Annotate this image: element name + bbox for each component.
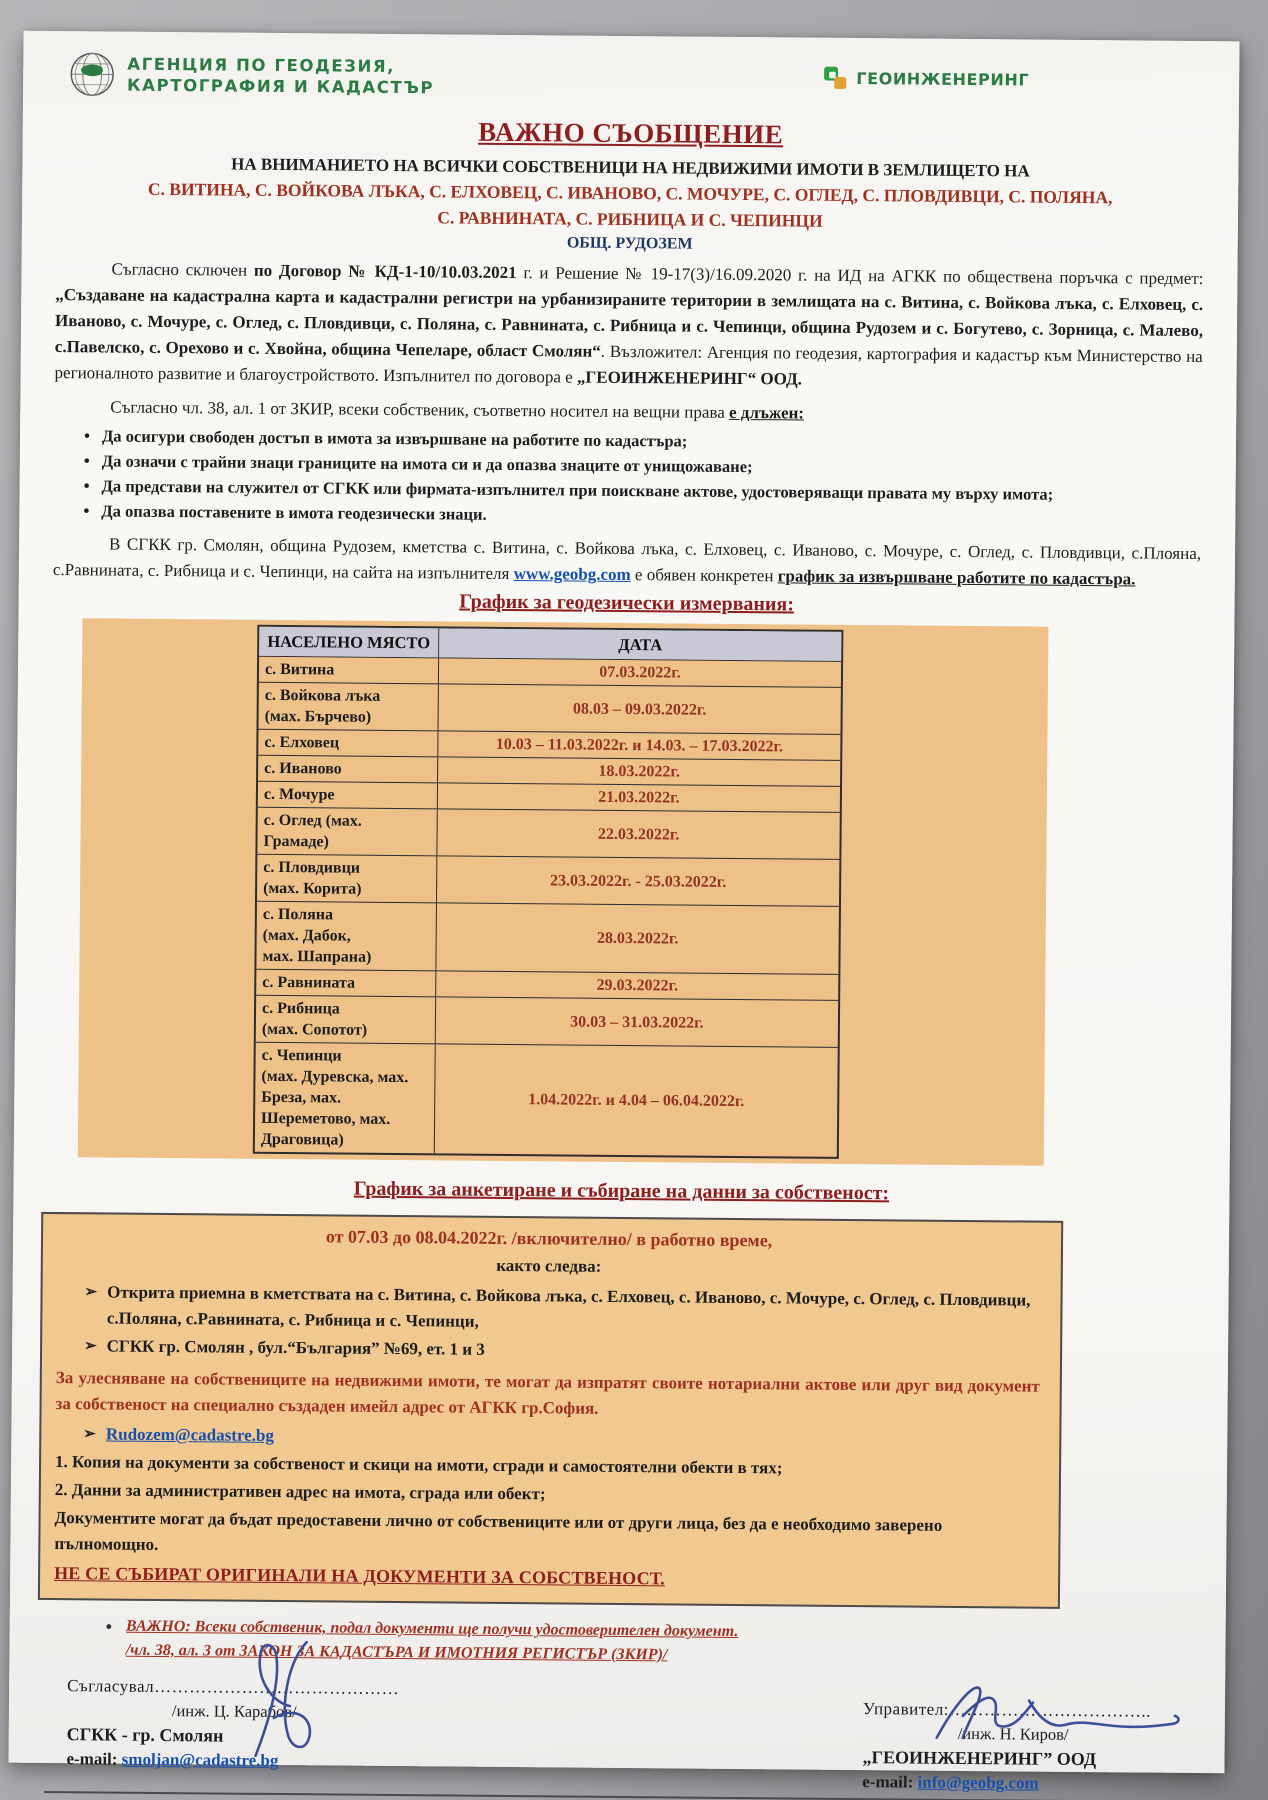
obligation-item-text: Да означи с трайни знаци границите на имота си и да опазва знаците от унищожаване; <box>101 451 753 477</box>
schedule-table-header-cell: ДАТА <box>439 628 841 661</box>
data-collection-box <box>38 1212 1063 1609</box>
schedule-table-row <box>258 683 840 735</box>
schedule-table-row <box>256 996 838 1048</box>
bullet-icon: • <box>83 501 90 521</box>
manager-signer: /инж. Н. Киров/ <box>957 1723 1069 1744</box>
text-segment: „Създаване на кадастрална карта и кадастрални регистри на урбанизираните територии в землищата на с. Витина, с. Войкова лъка, с. Елховец, с. Иваново, с. Мочуре, с. Оглед, с. Пловдивци, с. Поляна, с. Равнината, с. Рибница и с. Чепинци, община Рудозем и с. Богутево, с. Зорница, с. Малево, с.Павелско, с. Орехово и с. Хвойна, община Чепеларе, област Смолян“ <box>54 285 1204 361</box>
company-logo <box>823 66 1029 92</box>
collection-locations-list <box>84 1279 1041 1367</box>
closing-paragraph <box>53 531 1201 593</box>
collection-location-item-text: СГКК гр. Смолян , бул.“България” №69, ет. 1 и 3 <box>106 1336 485 1359</box>
sgkk-organization: СГКК - гр. Смолян <box>66 1724 224 1746</box>
follows-line: както следва: <box>496 1255 602 1276</box>
date-cell: 07.03.2022г. <box>599 663 681 682</box>
geobg-website-link[interactable]: www.geobg.com <box>513 564 631 585</box>
footer-note-line2: /чл. 38, ал. 3 от ЗАКОН ЗА КАДАСТЪРА И ИМОТНИЯ РЕГИСТЪР (ЗКИР)/ <box>125 1641 668 1664</box>
date-cell: 29.03.2022г. <box>596 976 679 995</box>
delivery-note: Документите могат да бъдат предоставени лично от собствениците или от други лица, без да е необходимо заверено пълномощно. <box>54 1508 943 1554</box>
data-collection-heading: График за анкетиране и събиране на данни за собственост: <box>353 1177 890 1205</box>
collection-location-item <box>84 1279 1040 1339</box>
text-segment: Съгласно чл. 38, ал. 1 от ЗКИР, всеки собственик, съответно носител на вещни права <box>110 397 730 422</box>
required-document-item-text: 1. Копия на документи за собственост и скици на имоти, сгради и самостоятелни обекти в тях; <box>55 1452 783 1478</box>
agreed-by-signer: /инж. Ц. Карабов/ <box>171 1701 297 1722</box>
villages-line2: С. РАВНИНАТА, С. РИБНИЦА И С. ЧЕПИНЦИ <box>437 207 823 231</box>
footer-note-text <box>126 1615 739 1668</box>
survey-schedule-heading: График за геодезически измервания: <box>459 590 795 616</box>
text-segment: г. и Решение № 19-17(3)/16.09.2020 г. на ИД на АГКК по обществена поръчка с предмет: <box>516 263 1204 289</box>
date-cell: 21.03.2022г. <box>598 788 680 807</box>
text-segment: е длъжен: <box>728 402 805 423</box>
geobg-email-link[interactable]: info@geobg.com <box>917 1772 1039 1793</box>
settlement-cell: с. Иваново <box>258 756 438 783</box>
collection-location-item-text: Открита приемна в кметствата на с. Витина, с. Войкова лъка, с. Елховец, с. Иваново, с. Мочуре, с. Оглед, с. Пловдивци, с.Поляна, с.Равнината, с. Рибница и с. Чепинци, <box>106 1282 1031 1331</box>
arrow-bullet-icon: ➢ <box>84 1338 97 1355</box>
schedule-table-row <box>255 1043 838 1157</box>
email-label: e-mail: <box>66 1749 118 1769</box>
settlement-cell: с. Войкова лъка (мах. Бърчево) <box>258 683 438 731</box>
settlement-cell: с. Равнината <box>256 970 436 997</box>
settlement-cell: с. Елховец <box>258 730 438 757</box>
bullet-icon: • <box>83 426 91 446</box>
geoengineering-organization: „ГЕОИНЖЕНЕРИНГ” ООД <box>862 1747 1097 1770</box>
settlement-cell: с. Пловдивци (мах. Корита) <box>257 855 437 903</box>
rudozem-email-link[interactable]: Rudozem@cadastre.bg <box>105 1424 275 1445</box>
settlement-cell: с. Чепинци (мах. Дуревска, мах. Бреза, мах. Шереметово, мах. Драговица) <box>255 1043 436 1154</box>
date-cell: 10.03 – 11.03.2022г. и 14.03. – 17.03.2022г. <box>495 735 784 756</box>
date-cell: 30.03 – 31.03.2022г. <box>570 1013 704 1032</box>
schedule-table-row <box>256 902 839 975</box>
document-title: ВАЖНО СЪОБЩЕНИЕ <box>478 116 784 150</box>
schedule-table-row <box>257 808 839 860</box>
document-page <box>8 31 1239 1793</box>
date-cell: 23.03.2022г. - 25.03.2022г. <box>549 871 727 891</box>
bullet-icon: • <box>83 476 90 496</box>
footer-note-line1: ВАЖНО: Всеки собственик, подал документи ще получи удостоверителен документ. <box>125 1617 739 1641</box>
villages-line1: С. ВИТИНА, С. ВОЙКОВА ЛЪКА, С. ЕЛХОВЕЦ, С. ИВАНОВО, С. МОЧУРЕ, С. ОГЛЕД, С. ПЛОВДИВЦИ, С. ПОЛЯНА, <box>147 178 1113 208</box>
agency-name-line1: АГЕНЦИЯ ПО ГЕОДЕЗИЯ, <box>127 54 396 76</box>
obligation-item-text: Да осигури свободен достъп в имота за извършване на работите по кадастъра; <box>101 426 688 451</box>
signature-section <box>42 1676 1191 1795</box>
geoengineering-signature-block <box>862 1699 1151 1795</box>
bullet-icon: • <box>83 451 90 471</box>
text-segment: е обявен конкретен <box>630 565 778 586</box>
globe-bulgaria-icon <box>69 51 115 97</box>
text-segment: по Договор № КД-1-10/10.03.2021 <box>253 260 517 283</box>
text-segment: „ГЕОИНЖЕНЕРИНГ“ ООД. <box>576 367 803 389</box>
text-segment: . Възложител: Агенция по геодезия, картография и кадастър към Министерство на регионалното развитие и благоустройството. Изпълнител по договора е <box>54 341 1203 387</box>
municipality-line: ОБЩ. РУДОЗЕМ <box>566 234 693 253</box>
obligation-item-text: Да представи на служител от СГКК или фирмата-изпълнител при поискване актове, удостоверяващи правата му върху имота; <box>101 476 1054 504</box>
sgkk-email-row <box>66 1749 398 1772</box>
document-header <box>69 51 1029 113</box>
settlement-cell: с. Оглед (мах. Грамаде) <box>257 808 437 856</box>
settlement-cell: с. Поляна (мах. Дабок, мах. Шапрана) <box>256 902 437 971</box>
footer-important-note <box>105 1615 1191 1672</box>
company-name: ГЕОИНЖЕНЕРИНГ <box>856 68 1030 90</box>
manager-line: Управител:…………………………….. <box>862 1699 1152 1721</box>
schedule-table <box>253 625 844 1159</box>
arrow-bullet-icon: ➢ <box>84 1284 98 1301</box>
schedule-table-header-cell: НАСЕЛЕНО МЯСТО <box>259 627 439 658</box>
obligations-list <box>83 423 1202 533</box>
email-label: e-mail: <box>862 1772 914 1792</box>
collection-location-item <box>84 1333 1040 1367</box>
sgkk-signature-block <box>66 1676 399 1788</box>
settlement-cell: с. Витина <box>259 657 439 684</box>
text-segment: график за извършване работите по кадастъра. <box>777 566 1136 589</box>
contract-paragraph <box>54 256 1203 396</box>
date-cell: 28.03.2022г. <box>596 929 679 948</box>
bullet-icon: • <box>105 1616 113 1637</box>
date-cell: 22.03.2022г. <box>597 825 680 843</box>
agency-logo <box>69 51 434 100</box>
sgkk-email-link[interactable]: smoljan@cadastre.bg <box>121 1749 279 1771</box>
date-cell: 08.03 – 09.03.2022г. <box>572 700 707 719</box>
agreed-by-line: Съгласувал…………………………………… <box>67 1676 400 1699</box>
arrow-bullet-icon: ➢ <box>83 1426 96 1443</box>
required-document-item-text: 2. Данни за административен адрес на имота, сграда или обект; <box>54 1480 546 1504</box>
text-segment: Съгласно сключен <box>111 259 255 280</box>
collection-period-line: от 07.03 до 08.04.2022г. /включително/ в работно време, <box>325 1226 773 1251</box>
obligation-item-text: Да опазва поставените в имота геодезически знаци. <box>101 501 487 524</box>
settlement-cell: с. Мочуре <box>258 782 438 809</box>
settlement-cell: с. Рибница (мах. Сопотот) <box>256 996 436 1044</box>
attention-line: НА ВНИМАНИЕТО НА ВСИЧКИ СОБСТВЕНИЦИ НА НЕДВИЖИМИ ИМОТИ В ЗЕМЛИЩЕТО НА <box>231 154 1030 181</box>
date-cell: 1.04.2022г. и 4.04 – 06.04.2022г. <box>528 1091 745 1111</box>
schedule-table-row <box>257 855 839 907</box>
required-documents-list <box>55 1449 1039 1512</box>
text-segment: В СГКК гр. Смолян, община Рудозем, кметства с. Витина, с. Войкова лъка, с. Елховец, с. Иваново, с. Мочуре, с. Оглед, с. Пловдивци, с.Плояна, с.Равнината, с. Рибница и с. Чепинци, на сайта на изпълнителя <box>52 534 1202 584</box>
email-notice: За улесняване на собствениците на недвижими имоти, те могат да изпратят своите нотариални актове или друг вид документ за собственост на специално създаден имейл адрес от АГКК гр.София. <box>55 1368 1040 1418</box>
schedule-band <box>78 618 1049 1165</box>
agency-name-line2: КАРТОГРАФИЯ И КАДАСТЪР <box>127 75 435 98</box>
no-originals-warning: НЕ СЕ СЪБИРАТ ОРИГИНАЛИ НА ДОКУМЕНТИ ЗА СОБСТВЕНОСТ. <box>54 1563 666 1589</box>
geoengineering-email-row <box>862 1772 1150 1795</box>
geoengineering-icon <box>823 66 847 90</box>
date-cell: 18.03.2022г. <box>598 762 680 781</box>
